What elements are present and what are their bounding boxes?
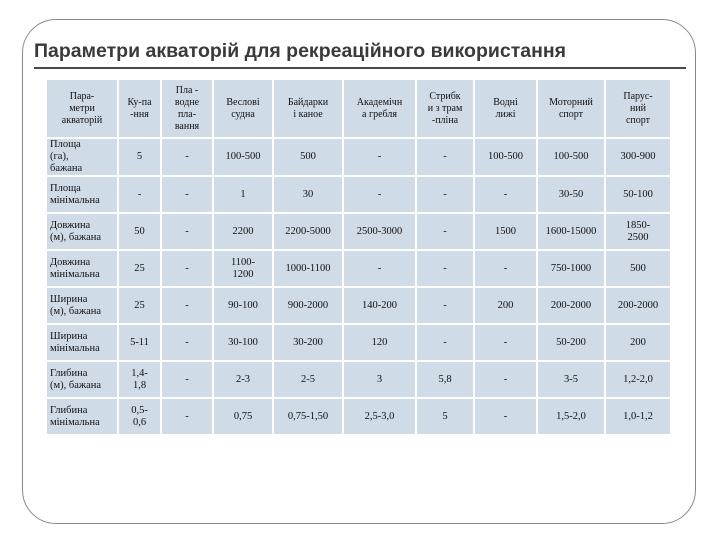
table-cell: - — [417, 325, 473, 360]
table-cell: 5-11 — [119, 325, 160, 360]
table-cell: 1,5-2,0 — [538, 399, 604, 434]
table-cell: 100-500 — [475, 139, 536, 175]
table-row — [47, 177, 670, 212]
row-label: Ширина (м), бажана — [47, 288, 117, 323]
row-label: Довжина мінімальна — [47, 251, 117, 286]
table-cell: 100-500 — [538, 139, 604, 175]
table-cell: 50-100 — [606, 177, 670, 212]
table-cell: 120 — [344, 325, 415, 360]
table-row — [47, 399, 670, 434]
table-cell: - — [162, 325, 212, 360]
header-cell: Академічн а гребля — [344, 80, 415, 137]
row-label: Довжина (м), бажана — [47, 214, 117, 249]
table-cell: 900-2000 — [274, 288, 342, 323]
table-cell: 30-100 — [214, 325, 272, 360]
table-row — [47, 325, 670, 360]
table-cell: - — [162, 177, 212, 212]
row-label: Площа (га), бажана — [47, 139, 117, 175]
header-cell: Моторний спорт — [538, 80, 604, 137]
table-cell: - — [475, 399, 536, 434]
header-row — [47, 80, 670, 137]
table-cell: 200-2000 — [606, 288, 670, 323]
table-cell: - — [344, 251, 415, 286]
table-cell: 200 — [606, 325, 670, 360]
parameters-table — [45, 78, 672, 436]
table-cell: 25 — [119, 251, 160, 286]
table-cell: 0,75 — [214, 399, 272, 434]
table-cell: - — [162, 139, 212, 175]
table-cell: 2-3 — [214, 362, 272, 397]
table-cell: 1000-1100 — [274, 251, 342, 286]
table-cell: 2500-3000 — [344, 214, 415, 249]
header-cell: Пара- метри акваторій — [47, 80, 117, 137]
table-cell: 5 — [119, 139, 160, 175]
table-cell: 500 — [606, 251, 670, 286]
table-cell: 100-500 — [214, 139, 272, 175]
table-cell: 25 — [119, 288, 160, 323]
table-cell: 30-50 — [538, 177, 604, 212]
table-cell: 200 — [475, 288, 536, 323]
header-cell: Парус- ний спорт — [606, 80, 670, 137]
table-cell: 300-900 — [606, 139, 670, 175]
table-cell: - — [475, 177, 536, 212]
table-row — [47, 139, 670, 175]
table-cell: 1 — [214, 177, 272, 212]
table-cell: - — [417, 139, 473, 175]
table-cell: - — [162, 214, 212, 249]
table-cell: 50 — [119, 214, 160, 249]
table-cell: - — [417, 177, 473, 212]
table-cell: - — [162, 251, 212, 286]
table-cell: 1,2-2,0 — [606, 362, 670, 397]
table-row — [47, 362, 670, 397]
table-row — [47, 288, 670, 323]
table-cell: - — [417, 251, 473, 286]
table-cell: 3-5 — [538, 362, 604, 397]
table-cell: 1600-15000 — [538, 214, 604, 249]
table-cell: 5 — [417, 399, 473, 434]
table-cell: - — [417, 288, 473, 323]
table-cell: - — [475, 325, 536, 360]
table-cell: 30 — [274, 177, 342, 212]
header-cell: Стрибк и з трам -пліна — [417, 80, 473, 137]
table-cell: 140-200 — [344, 288, 415, 323]
header-cell: Пла - водне пла- вання — [162, 80, 212, 137]
table-cell: 500 — [274, 139, 342, 175]
table-cell: 2200 — [214, 214, 272, 249]
table-cell: 0,5- 0,6 — [119, 399, 160, 434]
table-cell: 750-1000 — [538, 251, 604, 286]
table-cell: 5,8 — [417, 362, 473, 397]
table-cell: 1500 — [475, 214, 536, 249]
table-cell: 30-200 — [274, 325, 342, 360]
slide-title: Параметри акваторій для рекреаційного використання — [34, 40, 567, 62]
table-cell: 50-200 — [538, 325, 604, 360]
table-cell: - — [119, 177, 160, 212]
table-cell: - — [162, 399, 212, 434]
table-cell: - — [475, 362, 536, 397]
header-cell: Ку-па -ння — [119, 80, 160, 137]
header-cell: Веслові судна — [214, 80, 272, 137]
table-cell: 2200-5000 — [274, 214, 342, 249]
table-cell: - — [162, 288, 212, 323]
table-cell: 2-5 — [274, 362, 342, 397]
header-cell: Водні лижі — [475, 80, 536, 137]
table-cell: - — [344, 139, 415, 175]
row-label: Глибина мінімальна — [47, 399, 117, 434]
table-cell: - — [475, 251, 536, 286]
table-cell: - — [162, 362, 212, 397]
table-cell: 200-2000 — [538, 288, 604, 323]
table-cell: 1850- 2500 — [606, 214, 670, 249]
table-cell: 1,4- 1,8 — [119, 362, 160, 397]
table-cell: 3 — [344, 362, 415, 397]
table-cell: 0,75-1,50 — [274, 399, 342, 434]
table-cell: - — [417, 214, 473, 249]
header-cell: Байдарки і каное — [274, 80, 342, 137]
table-cell: - — [344, 177, 415, 212]
table-cell: 2,5-3,0 — [344, 399, 415, 434]
row-label: Ширина мінімальна — [47, 325, 117, 360]
table-cell: 1100- 1200 — [214, 251, 272, 286]
row-label: Площа мінімальна — [47, 177, 117, 212]
table-row — [47, 251, 670, 286]
table-cell: 1,0-1,2 — [606, 399, 670, 434]
table-cell: 90-100 — [214, 288, 272, 323]
table-row — [47, 214, 670, 249]
row-label: Глибина (м), бажана — [47, 362, 117, 397]
title-underline — [34, 67, 686, 69]
